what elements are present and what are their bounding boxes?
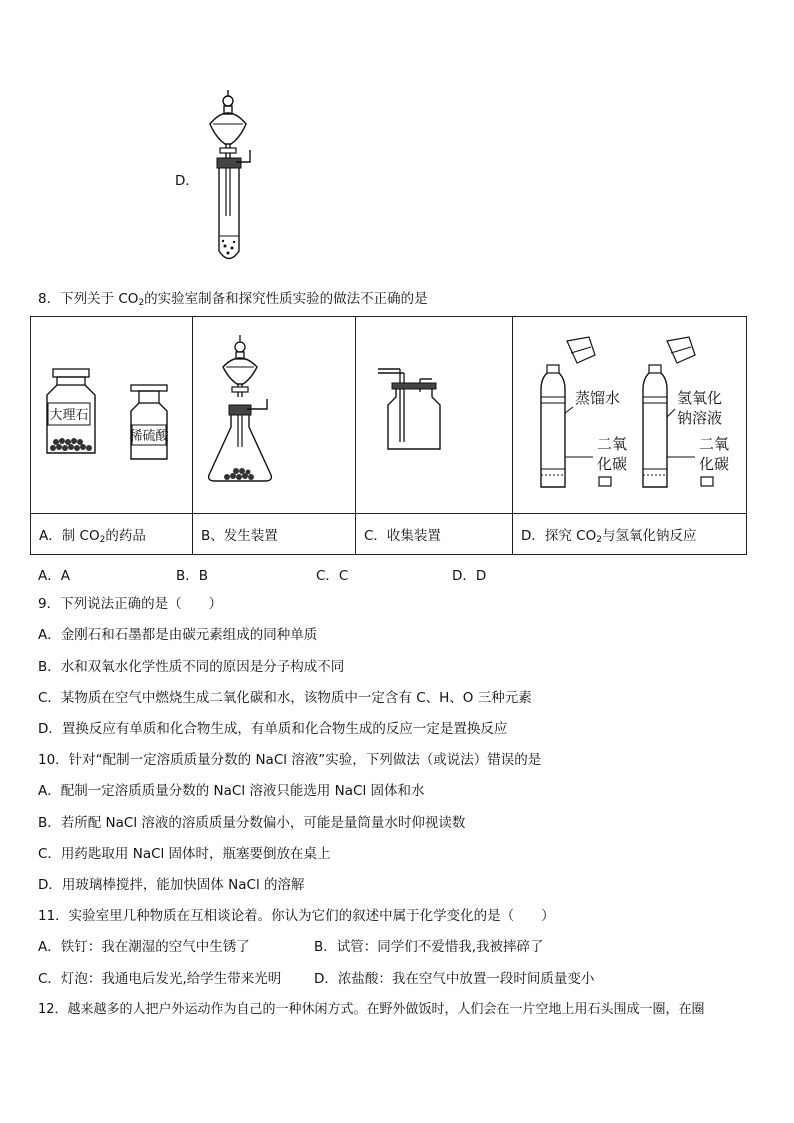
q8-panel-b: [193, 317, 356, 514]
q11-option-b[interactable]: B．试管：同学们不爱惜我,我被摔碎了: [314, 939, 544, 955]
q10-option-d[interactable]: D．用玻璃棒搅拌，能加快固体 NaCl 的溶解: [38, 877, 305, 893]
label-co2-left-2: 化碳: [597, 455, 628, 473]
label-marble: 大理石: [49, 408, 89, 423]
q8-stem: 8．下列关于 $CO_2$的实验室制备和探究性质实验的做法不正确的是: [38, 291, 428, 308]
q12-stem: 12．越来越多的人把户外运动作为自己的一种休闲方式。在野外做饭时，人们会在一片空地上用石头围成一圈，在圈: [38, 1002, 705, 1017]
q8-caption-d: D．探究 $CO_2$与氢氧化钠反应: [513, 514, 747, 555]
q11-stem: 11．实验室里几种物质在互相谈论着。你认为它们的叙述中属于化学变化的是（ ）: [38, 908, 555, 924]
q8-option-table: [30, 316, 747, 555]
gas-collection-bottle-figure: [356, 317, 513, 513]
q10-option-a[interactable]: A．配制一定溶质质量分数的 NaCl 溶液只能选用 NaCl 固体和水: [38, 783, 425, 799]
q8-choice-b[interactable]: B．B: [176, 568, 209, 584]
q8-panel-a: [31, 317, 193, 514]
label-naoh-solution-2: 钠溶液: [677, 409, 723, 427]
q8-choice-c[interactable]: C．C: [316, 568, 349, 584]
q8-caption-a: A．制 $CO_2$的药品: [31, 514, 193, 555]
q8-caption-b: B、发生装置: [193, 514, 356, 555]
q8-choice-d[interactable]: D．D: [452, 568, 487, 584]
separatory-funnel-test-tube-figure: [200, 86, 270, 271]
q10-option-c[interactable]: C．用药匙取用 NaCl 固体时，瓶塞要倒放在桌上: [38, 846, 331, 862]
label-distilled-water: 蒸馏水: [575, 389, 621, 407]
q10-stem: 10．针对“配制一定溶质质量分数的 NaCl 溶液”实验，下列做法（或说法）错误的是: [38, 752, 542, 768]
q9-option-d[interactable]: D．置换反应有单质和化合物生成，有单质和化合物生成的反应一定是置换反应: [38, 721, 508, 737]
label-co2-right-1: 二氧: [699, 435, 730, 453]
q9-option-b[interactable]: B．水和双氧水化学性质不同的原因是分子构成不同: [38, 659, 345, 675]
q7-option-d-label: D．: [175, 173, 199, 189]
q10-option-b[interactable]: B．若所配 NaCl 溶液的溶质质量分数偏小，可能是量筒量水时仰视读数: [38, 815, 466, 831]
label-naoh-solution-1: 氢氧化: [677, 389, 723, 407]
reagent-bottles-figure: [31, 317, 193, 513]
label-dilute-sulfuric-acid: 稀硫酸: [129, 429, 169, 444]
gas-generator-figure: [193, 317, 356, 513]
q11-option-a[interactable]: A．铁钉：我在潮湿的空气中生锈了: [38, 939, 250, 955]
q8-panel-d: [513, 317, 747, 514]
q8-choice-a[interactable]: A．A: [38, 568, 70, 584]
label-co2-right-2: 化碳: [699, 455, 730, 473]
q9-option-c[interactable]: C．某物质在空气中燃烧生成二氧化碳和水，该物质中一定含有 C、H、O 三种元素: [38, 690, 532, 706]
plastic-bottles-co2-figure: [513, 317, 747, 513]
q8-caption-c: C．收集装置: [356, 514, 513, 555]
label-co2-left-1: 二氧: [597, 435, 628, 453]
q9-option-a[interactable]: A．金刚石和石墨都是由碳元素组成的同种单质: [38, 627, 318, 643]
q8-panel-c: [356, 317, 513, 514]
q9-stem: 9．下列说法正确的是（ ）: [38, 596, 223, 612]
q11-option-c[interactable]: C．灯泡：我通电后发光,给学生带来光明: [38, 971, 282, 987]
q11-option-d[interactable]: D．浓盐酸：我在空气中放置一段时间质量变小: [314, 971, 595, 987]
